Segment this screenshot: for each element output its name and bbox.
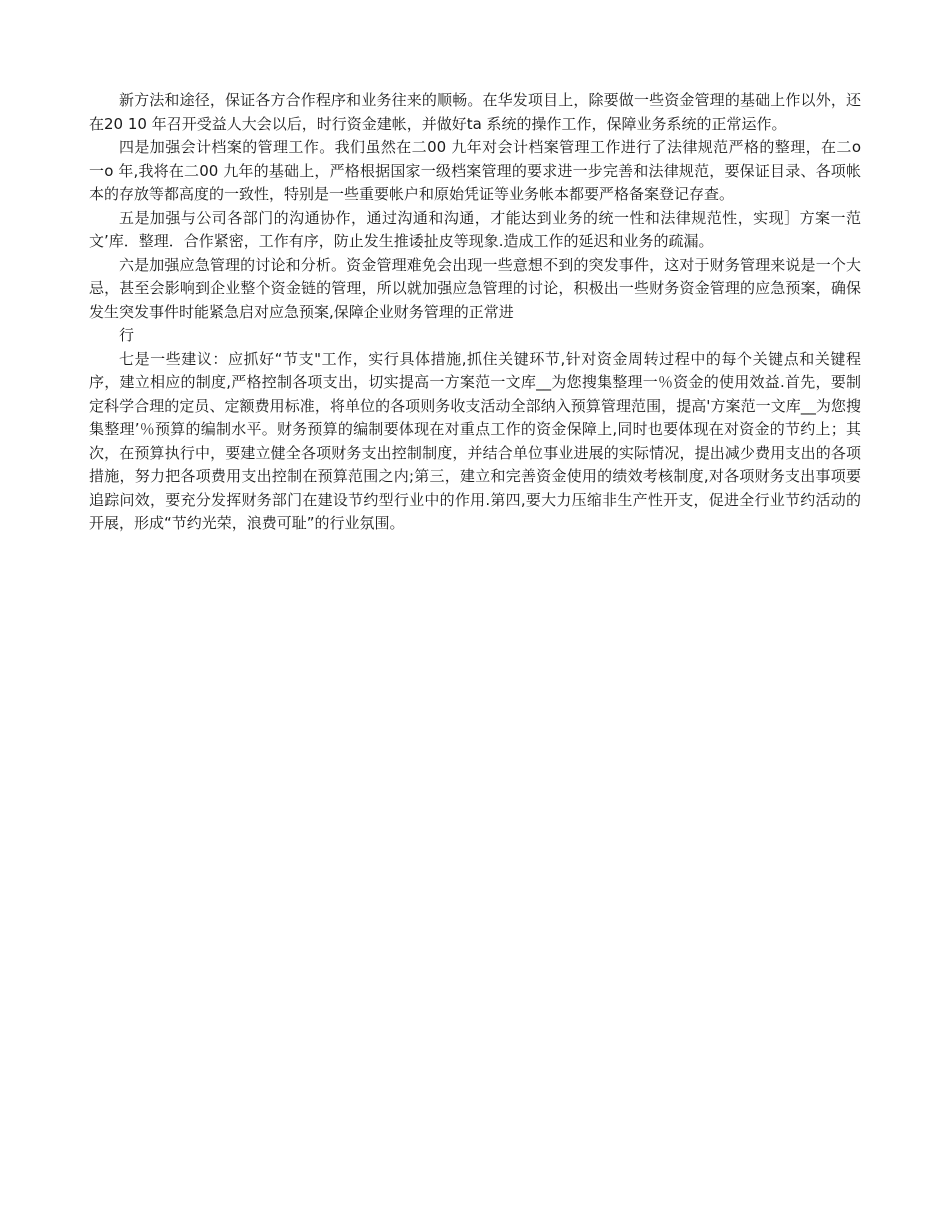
paragraph-4: 六是加强应急管理的讨论和分析。资金管理难免会出现一些意想不到的突发事件，这对于财务管理来说是一个大忌，甚至会影响到企业整个资金链的管理，所以就加强应急管理的讨论，积极出一些财务资金管理的应急预案，确保发生突发事件时能紧急启对应急预案,保障企业财务管理的正常进 [89, 255, 861, 321]
paragraph-1: 新方法和途径，保证各方合作程序和业务往来的顺畅。在华发项目上，除要做一些资金管理的基础上作以外，还在20 10 年召开受益人大会以后，时行资金建帐，并做好ta 系统的操作工作，保障业务系统的正常运作。 [89, 91, 861, 133]
paragraph-2: 四是加强会计档案的管理工作。我们虽然在二00 九年对会计档案管理工作进行了法律规范严格的整理，在二o 一o 年,我将在二00 九年的基础上，严格根据国家一级档案管理的要求进一步完善和法律规范，要保证目录、各项帐本的存放等都高度的一致性，特别是一些重要帐户和原始凭证等业务帐本都要严格备案登记存查。 [89, 138, 861, 203]
paragraph-4-tail: 行 [119, 326, 135, 344]
paragraph-5: 七是一些建议：应抓好“节支"工作，实行具体措施,抓住关键环节,针对资金周转过程中的每个关键点和关键程序，建立相应的制度,严格控制各项支出，切实提高一方案范一文库__为您搜集整理一％资金的使用效益.首先，要制定科学合理的定员、定额费用标准，将单位的各项则务收支活动全部纳入预算管理范围，提高'方案范一文库__为您搜集整理’％预算的编制水平。财务预算的编制要体现在对重点工作的资金保障上,同时也要体现在对资金的节约上；其次，在预算执行中，要建立健全各项财务支出控制制度，并结合单位事业进展的实际情况，提出减少费用支出的各项措施，努力把各项费用支出控制在预算范围之内;第三，建立和完善资金使用的绩效考核制度,对各项财务支出事项要追踪问效，要充分发挥财务部门在建设节约型行业中的作用.第四,要大力压缩非生产性开支，促进全行业节约活动的开展，形成“节约光荣，浪费可耻”的行业氛围。 [89, 349, 861, 532]
document-body [89, 89, 861, 536]
paragraph-3: 五是加强与公司各部门的沟通协作，通过沟通和沟通，才能达到业务的统一性和法律规范性，实现］方案一范文’库．整理．合作紧密，工作有序，防止发生推诿扯皮等现象.造成工作的延迟和业务的疏漏。 [89, 208, 861, 250]
